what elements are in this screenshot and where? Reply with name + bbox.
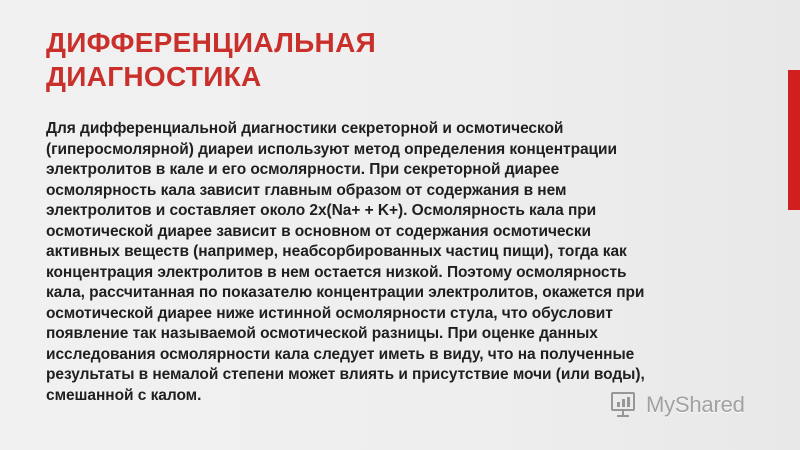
body-line: осмолярность кала зависит главным образом от содержания в нем <box>46 181 567 199</box>
body-line: электролитов в кале и его осмолярности. При секреторной диарее <box>46 161 560 178</box>
body-line: осмотической диарее зависит в основном от содержания осмотически <box>46 222 592 240</box>
body-line: появление так называемой осмотической разницы. При оценке данных <box>46 325 598 342</box>
body-line: исследования осмолярности кала следует иметь в виду, что на полученные <box>46 345 635 363</box>
body-line: осмотической диарее ниже истинной осмолярности стула, что обусловит <box>46 304 613 322</box>
watermark-text: MyShared <box>646 392 745 417</box>
myshared-logo-icon <box>610 390 640 420</box>
myshared-watermark <box>610 388 745 422</box>
slide-title-line: ДИАГНОСТИКА <box>46 61 262 92</box>
slide-body-text <box>46 119 714 406</box>
body-line: результаты в немалой степени может влиять и присутствие мочи (или воды), <box>46 366 645 383</box>
body-line: смешанной с калом. <box>46 386 202 404</box>
red-accent-bar <box>788 70 800 210</box>
slide-title-line: ДИФФЕРЕНЦИАЛЬНАЯ <box>46 27 377 58</box>
body-line: кала, рассчитанная по показателю концентрации электролитов, окажется при <box>46 284 645 301</box>
body-line: активных веществ (например, неабсорбированных частиц пищи), тогда как <box>46 243 627 260</box>
body-line: (гиперосмолярной) диареи используют метод определения концентрации <box>46 140 617 158</box>
body-line: Для дифференциальной диагностики секреторной и осмотической <box>46 120 564 137</box>
body-line: концентрация электролитов в нем остается низкой. Поэтому осмолярность <box>46 263 627 281</box>
body-line: электролитов и составляет около 2х(Na+ + K+). Осмолярность кала при <box>46 202 597 219</box>
slide-title <box>46 26 726 94</box>
